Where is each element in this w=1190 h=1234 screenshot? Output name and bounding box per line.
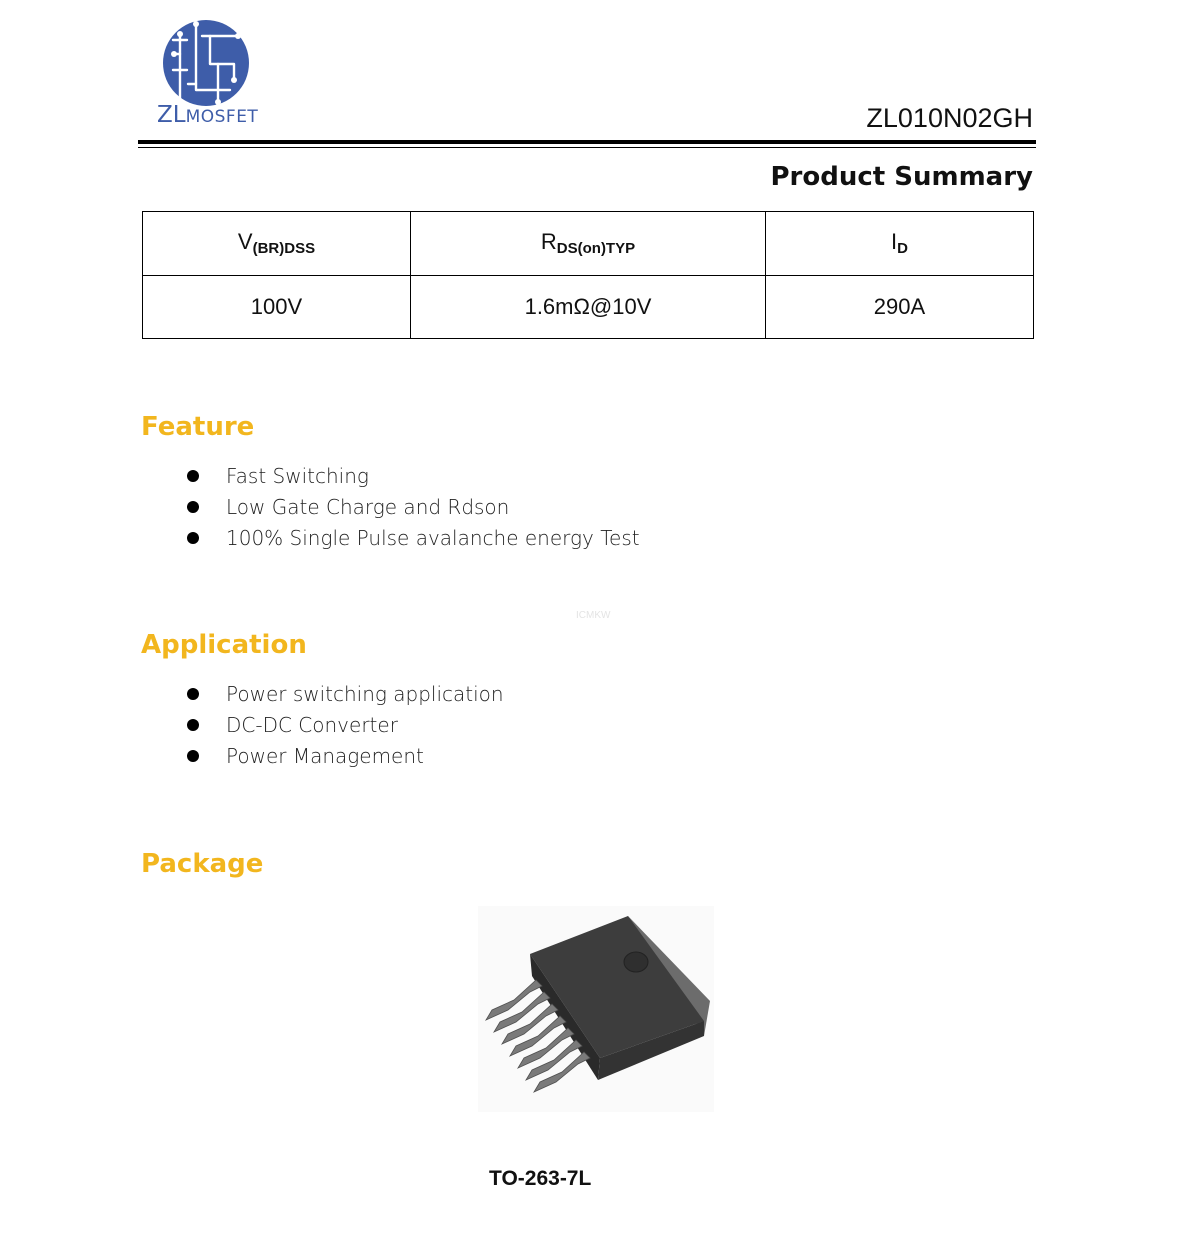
- list-item: [186, 461, 640, 492]
- package-caption: TO-263-7L: [489, 1167, 592, 1190]
- bullet-icon: [187, 688, 199, 700]
- part-number: ZL010N02GH: [866, 103, 1033, 133]
- logo-main-text: ZL: [157, 102, 186, 128]
- feature-item-text: 100% Single Pulse avalanche energy Test: [226, 526, 640, 550]
- bullet-icon: [187, 470, 199, 482]
- application-title: Application: [141, 630, 307, 660]
- product-summary-title: Product Summary: [770, 162, 1033, 192]
- rdson-subscript: DS(on)TYP: [556, 240, 636, 258]
- product-summary-table: [142, 211, 1034, 339]
- id-subscript: D: [897, 240, 908, 258]
- package-title: Package: [141, 849, 264, 879]
- to263-package-icon: [478, 906, 714, 1112]
- application-item-text: Power switching application: [226, 682, 504, 706]
- id-value: 290A: [766, 275, 1034, 339]
- header-rule-thin: [138, 147, 1036, 148]
- rdson-value: 1.6mΩ@10V: [411, 275, 766, 339]
- vbrdss-symbol: V: [237, 229, 253, 255]
- rdson-header: [411, 212, 766, 276]
- vbrdss-header: [143, 212, 411, 276]
- list-item: [186, 523, 640, 554]
- bullet-icon: [187, 501, 199, 513]
- application-list: [186, 679, 504, 772]
- feature-item-text: Fast Switching: [226, 464, 369, 488]
- header-rule-thick: [138, 140, 1036, 144]
- bullet-icon: [187, 532, 199, 544]
- logo-wordmark: [157, 102, 258, 128]
- feature-title: Feature: [141, 412, 255, 442]
- id-header: [766, 212, 1034, 276]
- application-item-text: Power Management: [226, 744, 424, 768]
- list-item: [186, 492, 640, 523]
- bullet-icon: [187, 719, 199, 731]
- rdson-symbol: R: [540, 229, 557, 255]
- table-row: [143, 275, 1034, 339]
- feature-item-text: Low Gate Charge and Rdson: [226, 495, 510, 519]
- feature-list: [186, 461, 640, 554]
- list-item: [186, 741, 504, 772]
- watermark: ICMKW: [576, 610, 611, 621]
- logo-sub-text: MOSFET: [185, 107, 259, 127]
- list-item: [186, 679, 504, 710]
- application-item-text: DC-DC Converter: [226, 713, 398, 737]
- bullet-icon: [187, 750, 199, 762]
- table-header-row: [143, 212, 1034, 276]
- id-symbol: I: [891, 229, 898, 255]
- vbrdss-subscript: (BR)DSS: [252, 240, 316, 258]
- list-item: [186, 710, 504, 741]
- vbrdss-value: 100V: [143, 275, 411, 339]
